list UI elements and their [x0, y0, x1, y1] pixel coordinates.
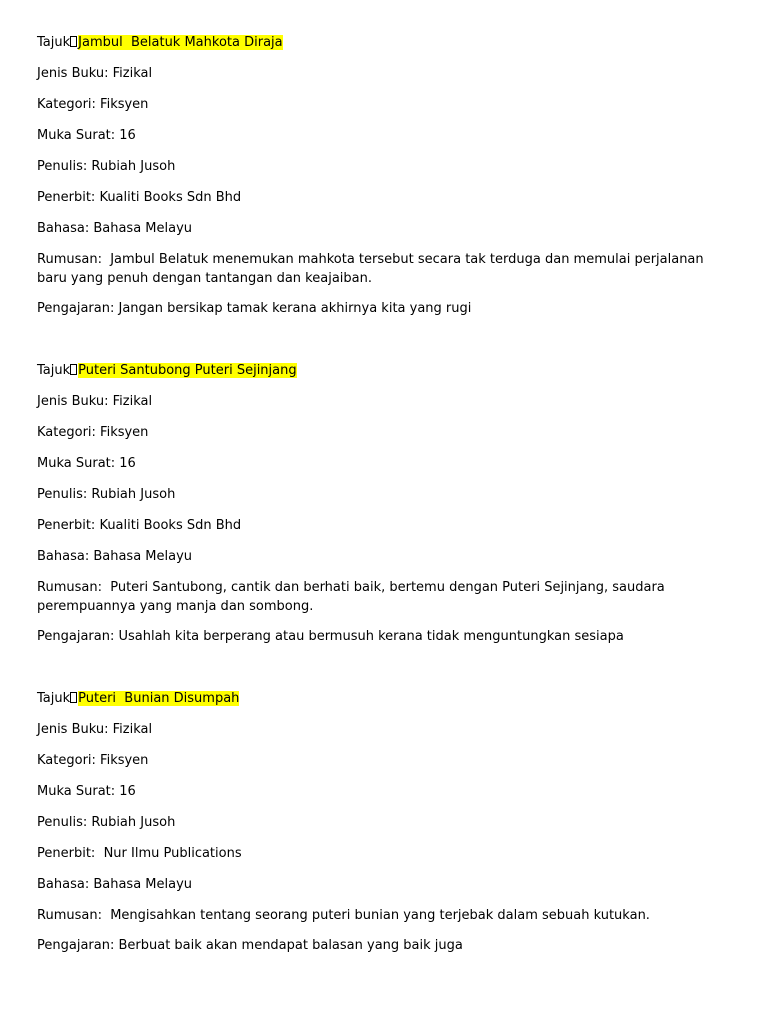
book-lesson-line: [37, 299, 737, 318]
pages-label: Muka Surat:: [37, 128, 120, 143]
lesson-label: Pengajaran:: [37, 629, 119, 644]
category-label: Kategori:: [37, 97, 101, 112]
missing-glyph-icon: [70, 36, 77, 47]
book-entry: [37, 689, 737, 955]
lesson-label: Pengajaran:: [37, 938, 119, 953]
book-author: Rubiah Jusoh: [91, 159, 176, 174]
missing-glyph-icon: [70, 692, 77, 703]
book-author-line: [37, 157, 737, 176]
book-lesson: Jangan bersikap tamak kerana akhirnya kita yang rugi: [118, 301, 472, 316]
publisher-label: Penerbit:: [37, 518, 100, 533]
book-title: Puteri Bunian Disumpah: [78, 691, 240, 706]
type-label: Jenis Buku:: [37, 66, 113, 81]
book-language: Bahasa Melayu: [93, 221, 193, 236]
book-author: Rubiah Jusoh: [91, 487, 176, 502]
book-title-line: [37, 689, 737, 708]
book-summary-line: [37, 906, 737, 925]
summary-label: Rumusan:: [37, 908, 111, 923]
book-publisher-line: [37, 516, 737, 535]
book-publisher-line: [37, 844, 737, 863]
title-label: Tajuk: [37, 691, 71, 706]
book-type-line: [37, 64, 737, 83]
type-label: Jenis Buku:: [37, 394, 113, 409]
missing-glyph-icon: [70, 364, 77, 375]
language-label: Bahasa:: [37, 877, 94, 892]
book-lesson-line: [37, 936, 737, 955]
type-label: Jenis Buku:: [37, 722, 113, 737]
book-lesson-line: [37, 627, 737, 646]
book-publisher: Kualiti Books Sdn Bhd: [99, 190, 242, 205]
book-pages: 16: [119, 128, 136, 143]
summary-label: Rumusan:: [37, 580, 111, 595]
pages-label: Muka Surat:: [37, 456, 120, 471]
book-title-line: [37, 33, 737, 52]
book-pages-line: [37, 782, 737, 801]
book-publisher: Nur Ilmu Publications: [99, 846, 242, 861]
book-pages: 16: [119, 784, 136, 799]
book-language-line: [37, 547, 737, 566]
book-summary: Jambul Belatuk menemukan mahkota tersebut secara tak terduga dan memulai perjalanan baru yang penuh dengan tantangan dan keajaiban.: [37, 252, 708, 286]
book-title-line: [37, 361, 737, 380]
author-label: Penulis:: [37, 159, 92, 174]
summary-label: Rumusan:: [37, 252, 111, 267]
language-label: Bahasa:: [37, 549, 94, 564]
book-publisher-line: [37, 188, 737, 207]
book-lesson: Usahlah kita berperang atau bermusuh kerana tidak menguntungkan sesiapa: [118, 629, 624, 644]
publisher-label: Penerbit:: [37, 846, 100, 861]
title-label: Tajuk: [37, 363, 71, 378]
book-type: Fizikal: [112, 66, 153, 81]
book-type: Fizikal: [112, 722, 153, 737]
book-language-line: [37, 875, 737, 894]
author-label: Penulis:: [37, 487, 92, 502]
category-label: Kategori:: [37, 753, 101, 768]
book-author-line: [37, 485, 737, 504]
book-category-line: [37, 95, 737, 114]
book-pages-line: [37, 126, 737, 145]
book-author: Rubiah Jusoh: [91, 815, 176, 830]
book-entry: [37, 33, 737, 318]
book-category-line: [37, 423, 737, 442]
book-type: Fizikal: [112, 394, 153, 409]
lesson-label: Pengajaran:: [37, 301, 119, 316]
publisher-label: Penerbit:: [37, 190, 100, 205]
book-summary: Mengisahkan tentang seorang puteri bunian yang terjebak dalam sebuah kutukan.: [110, 908, 650, 923]
book-language: Bahasa Melayu: [93, 549, 193, 564]
book-type-line: [37, 392, 737, 411]
book-publisher: Kualiti Books Sdn Bhd: [99, 518, 242, 533]
book-entry: [37, 361, 737, 646]
book-summary-line: [37, 250, 737, 288]
book-language-line: [37, 219, 737, 238]
author-label: Penulis:: [37, 815, 92, 830]
category-label: Kategori:: [37, 425, 101, 440]
book-summary: Puteri Santubong, cantik dan berhati baik, bertemu dengan Puteri Sejinjang, saudara perempuannya yang manja dan sombong.: [37, 580, 669, 614]
book-pages-line: [37, 454, 737, 473]
book-pages: 16: [119, 456, 136, 471]
book-language: Bahasa Melayu: [93, 877, 193, 892]
book-category: Fiksyen: [100, 425, 149, 440]
title-label: Tajuk: [37, 35, 71, 50]
book-type-line: [37, 720, 737, 739]
book-category: Fiksyen: [100, 97, 149, 112]
language-label: Bahasa:: [37, 221, 94, 236]
book-title: Puteri Santubong Puteri Sejinjang: [78, 363, 297, 378]
book-title: Jambul Belatuk Mahkota Diraja: [78, 35, 283, 50]
book-category-line: [37, 751, 737, 770]
book-lesson: Berbuat baik akan mendapat balasan yang baik juga: [118, 938, 463, 953]
book-author-line: [37, 813, 737, 832]
book-category: Fiksyen: [100, 753, 149, 768]
pages-label: Muka Surat:: [37, 784, 120, 799]
book-summary-line: [37, 578, 737, 616]
